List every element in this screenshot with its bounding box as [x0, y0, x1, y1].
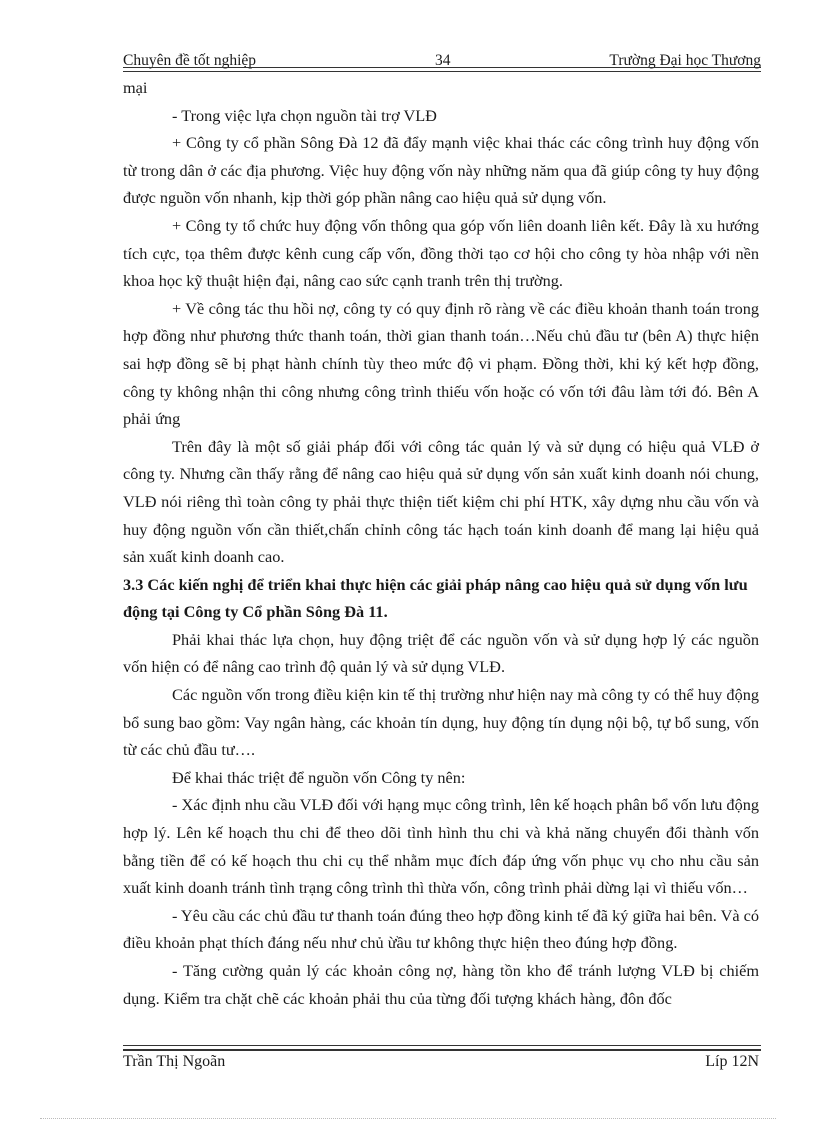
paragraph-company-should: Để khai thác triệt để nguồn vốn Công ty nên: [172, 767, 466, 787]
page-body [123, 74, 759, 1012]
header-document-type: Chuyên đề tốt nghiệp [123, 52, 257, 69]
footer-rule-top [123, 1045, 761, 1046]
paragraph-investor-payment: - Yêu cầu các chủ đầu tư thanh toán đúng theo hợp đồng kinh tế đã ký giữa hai bên. Và có điều khoản phạt thích đáng nếu như chủ ừầu tư không thực hiện theo đúng hợp đồng. [123, 905, 759, 953]
header-university: Trường Đại học Thương [609, 52, 761, 69]
paragraph-exploit-sources: Phải khai thác lựa chọn, huy động triệt để các nguồn vốn và sử dụng hợp lý các nguồn vốn hiện có để nâng cao trình độ quản lý và sử dụng VLĐ. [123, 629, 759, 677]
paragraph-continuation: mại [123, 78, 148, 97]
footer-rule-bottom [123, 1049, 761, 1051]
paragraph-debt-management: - Tăng cường quản lý các khoản công nợ, hàng tồn kho để tránh lượng VLĐ bị chiếm dụng. Kiểm tra chặt chẽ các khoản phải thu của từng đối tượng khách hàng, đôn đốc [123, 961, 759, 1008]
paragraph-joint-venture: + Công ty tổ chức huy động vốn thông qua góp vốn liên doanh liên kết. Đây là xu hướng tích cực, tọa thêm được kênh cung cấp vốn, đồng thời tạo cơ hội cho công ty hòa nhập với nền khoa học kỹ thuật hiện đại, nâng cao sức cạnh tranh trên thị trường. [123, 215, 759, 291]
paragraph-summary: Trên đây là một số giải pháp đối với công tác quản lý và sử dụng có hiệu quả VLĐ ở công ty. Nhưng cần thấy rằng để nâng cao hiệu quả sử dụng vốn sản xuất kinh doanh nói chung, VLĐ nói riêng thì toàn công ty phải thực thiện tiết kiệm chi phí HTK, xây dựng nhu cầu vốn và huy động nguồn vốn cần thiết,chấn chỉnh công tác hạch toán kinh doanh để mang lại hiệu quả sản xuất kinh doanh cao. [123, 436, 759, 567]
paragraph-determine-needs: - Xác định nhu cầu VLĐ đối với hạng mục công trình, lên kế hoạch phân bổ vốn lưu động hợp lý. Lên kế hoạch thu chi để theo dõi tình hình thu chi và khả năng chuyển đổi thành vốn bằng tiền để có kế hoạch thu chi cụ thể nhằm mục đích đáp ứng vốn phục vụ cho nhu cầu sản xuất kinh doanh tránh tình trạng công trình thì thừa vốn, công trình phải dừng lại vì thiếu vốn… [123, 795, 759, 898]
paragraph-capital-sources: Các nguồn vốn trong điều kiện kin tế thị trường như hiện nay mà công ty có thể huy động bổ sung bao gồm: Vay ngân hàng, các khoản tín dụng, huy động tín dụng nội bộ, tự bổ sung, vốn từ các chủ đầu tư…. [123, 685, 759, 760]
paragraph-funding-source: - Trong việc lựa chọn nguồn tài trợ VLĐ [172, 105, 437, 125]
section-heading-3-3: 3.3 Các kiến nghị để triển khai thực hiện các giải pháp nâng cao hiệu quả sử dụng vốn lưu động tại Công ty Cổ phần Sông Đà 11. [123, 574, 748, 622]
header-page-number: 34 [435, 52, 451, 69]
footer-class: Líp 12N [705, 1053, 759, 1070]
header-rule-top [123, 67, 761, 68]
paragraph-debt-recovery: + Về công tác thu hồi nợ, công ty có quy định rõ ràng về các điều khoản thanh toán trong hợp đồng như phương thức thanh toán, thời gian thanh toán…Nếu chủ đầu tư (bên A) thực hiện sai hợp đồng sẽ bị phạt hành chính tùy theo mức độ vi phạm. Đồng thời, khi ký kết hợp đồng, công ty không nhận thi công nhưng công trình thiếu vốn hoặc có vốn tới đâu làm tới đó. Bên A phải ứng [123, 298, 759, 429]
header-rule-bottom [123, 71, 761, 72]
page-edge-divider [40, 1118, 776, 1119]
footer-author: Trần Thị Ngoãn [123, 1053, 226, 1070]
paragraph-local-mobilization: + Công ty cổ phần Sông Đà 12 đã đẩy mạnh việc khai thác các công trình huy động vốn từ trong dân ở các địa phương. Việc huy động vốn này những năm qua đã giúp công ty huy động được nguồn vốn nhanh, kịp thời góp phần nâng cao hiệu quả sử dụng vốn. [123, 133, 759, 208]
